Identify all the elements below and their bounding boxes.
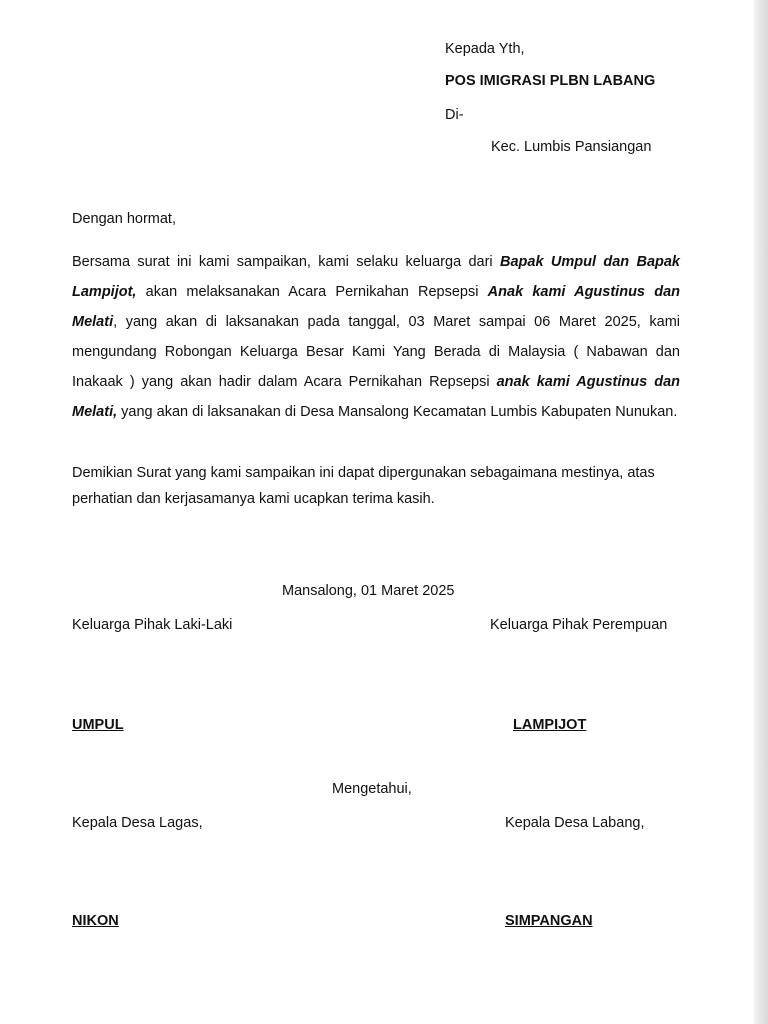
body-text: Bersama surat ini kami sampaikan, kami selaku keluarga dari bbox=[72, 254, 501, 270]
left-signatory-title: Keluarga Pihak Laki-Laki bbox=[72, 617, 233, 633]
place-date: Mansalong, 01 Maret 2025 bbox=[282, 583, 455, 599]
body-text: yang akan di laksanakan di Desa Mansalong Kecamatan Lumbis Kabupaten Nunukan. bbox=[117, 404, 678, 420]
couple-names: Anak kami Agustinus dan Melati bbox=[72, 284, 680, 330]
address-di: Di- bbox=[445, 107, 464, 123]
left-signatory-name: UMPUL bbox=[72, 717, 124, 733]
left-village-head-title: Kepala Desa Lagas, bbox=[72, 815, 203, 831]
right-village-head-name: SIMPANGAN bbox=[505, 913, 593, 929]
greeting: Dengan hormat, bbox=[72, 211, 176, 227]
couple-names: anak kami Agustinus dan Melati, bbox=[72, 374, 680, 420]
right-signatory-title: Keluarga Pihak Perempuan bbox=[490, 617, 668, 633]
address-recipient: POS IMIGRASI PLBN LABANG bbox=[445, 73, 656, 89]
left-village-head-name: NIKON bbox=[72, 913, 119, 929]
address-to: Kepada Yth, bbox=[445, 41, 525, 57]
body-paragraph-1 bbox=[72, 247, 680, 427]
right-village-head-title: Kepala Desa Labang, bbox=[505, 815, 645, 831]
body-text: akan melaksanakan Acara Pernikahan Repsepsi bbox=[136, 284, 488, 300]
acknowledged-label: Mengetahui, bbox=[332, 781, 412, 797]
page-edge-shadow bbox=[754, 0, 768, 1024]
address-location: Kec. Lumbis Pansiangan bbox=[491, 139, 652, 155]
body-text: , yang akan di laksanakan pada tanggal, 03 Maret sampai 06 Maret 2025, kami mengundang Robongan Keluarga Besar Kami Yang Berada di Malaysia ( Nabawan dan Inakaak ) yang akan hadir dalam Acara Pernikahan Repsepsi bbox=[72, 314, 680, 390]
right-signatory-name: LAMPIJOT bbox=[513, 717, 587, 733]
parents-names: Bapak Umpul dan Bapak Lampijot, bbox=[72, 254, 680, 300]
body-paragraph-2: Demikian Surat yang kami sampaikan ini dapat dipergunakan sebagaimana mestinya, atas perhatian dan kerjasamanya kami ucapkan terima kasih. bbox=[72, 465, 655, 507]
